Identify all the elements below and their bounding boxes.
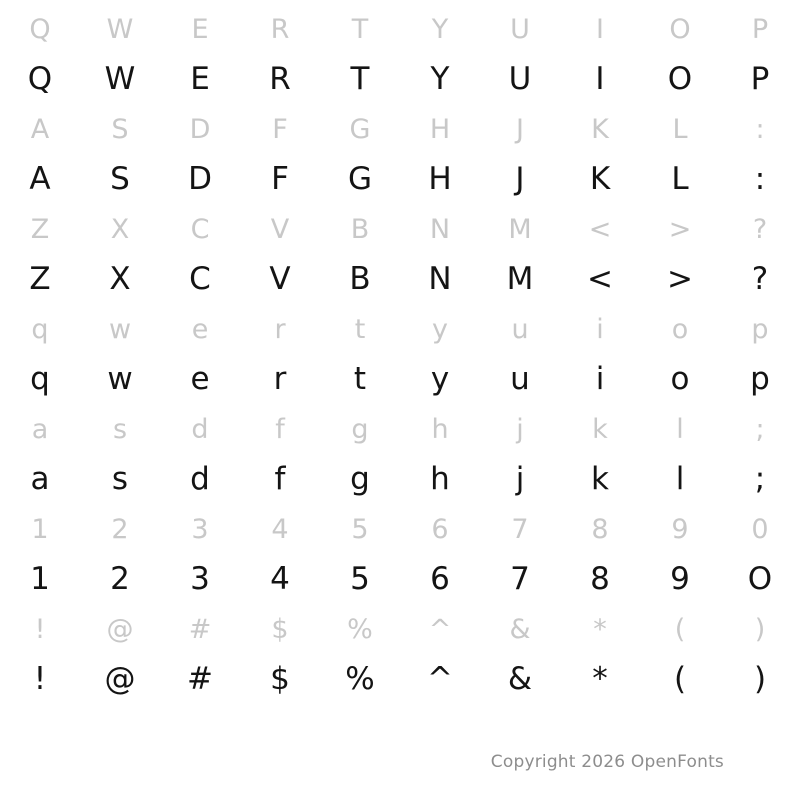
glyph-cell	[160, 154, 240, 204]
glyph-cell	[320, 404, 400, 454]
glyph-cell	[400, 154, 480, 204]
glyph-cell	[160, 204, 240, 254]
glyph: u	[510, 360, 530, 397]
glyph: #	[188, 613, 212, 645]
glyph-cell	[160, 554, 240, 604]
glyph: j	[516, 413, 524, 445]
glyph-cell	[160, 54, 240, 104]
glyph: @	[106, 613, 134, 645]
glyph-cell	[80, 4, 160, 54]
glyph-cell	[80, 154, 160, 204]
glyph: 8	[590, 560, 610, 597]
glyph: B	[350, 213, 370, 245]
glyph: T	[351, 13, 369, 45]
glyph: P	[751, 13, 769, 45]
glyph: q	[30, 360, 50, 397]
glyph-cell	[160, 254, 240, 304]
glyph: K	[589, 160, 611, 197]
glyph: N	[428, 260, 452, 297]
glyph: s	[112, 413, 128, 445]
glyph: B	[349, 260, 371, 297]
glyph: Q	[29, 13, 51, 45]
glyph-cell	[240, 404, 320, 454]
glyph: <	[588, 213, 612, 245]
glyph: t	[353, 360, 367, 397]
glyph: p	[750, 360, 770, 397]
glyph-cell	[720, 154, 800, 204]
glyph-cell	[720, 404, 800, 454]
glyph-cell	[240, 254, 320, 304]
glyph-cell	[560, 504, 640, 554]
glyph-cell	[640, 154, 720, 204]
glyph-cell	[240, 304, 320, 354]
glyph: H	[428, 160, 452, 197]
glyph-cell	[80, 304, 160, 354]
glyph-cell	[0, 354, 80, 404]
glyph-cell	[560, 604, 640, 654]
glyph: >	[668, 213, 692, 245]
glyph: A	[29, 160, 51, 197]
glyph-cell	[400, 104, 480, 154]
glyph-cell	[720, 354, 800, 404]
glyph: 3	[190, 560, 210, 597]
glyph: L	[672, 113, 688, 145]
glyph-cell	[560, 404, 640, 454]
glyph-cell	[560, 454, 640, 504]
glyph: 4	[270, 560, 290, 597]
glyph: g	[350, 460, 370, 497]
glyph-cell	[560, 654, 640, 704]
copyright-footer	[0, 752, 800, 772]
glyph: (	[674, 613, 686, 645]
glyph-cell	[480, 204, 560, 254]
glyph-cell	[80, 554, 160, 604]
glyph-cell	[0, 654, 80, 704]
glyph: :	[754, 160, 766, 197]
glyph-row	[0, 504, 800, 554]
glyph: 9	[671, 513, 689, 545]
glyph-cell	[0, 504, 80, 554]
glyph: C	[189, 260, 211, 297]
glyph: :	[755, 113, 765, 145]
glyph-cell	[80, 504, 160, 554]
glyph-cell	[160, 504, 240, 554]
glyph: D	[188, 160, 212, 197]
glyph: h	[431, 413, 449, 445]
glyph-cell	[640, 4, 720, 54]
glyph: k	[592, 413, 608, 445]
glyph: ^	[428, 613, 452, 645]
glyph-cell	[640, 504, 720, 554]
glyph: %	[347, 613, 373, 645]
glyph: <	[587, 260, 613, 297]
glyph: R	[270, 13, 290, 45]
glyph-row	[0, 404, 800, 454]
glyph-cell	[560, 354, 640, 404]
glyph-cell	[0, 54, 80, 104]
glyph: $	[271, 613, 289, 645]
glyph-row	[0, 254, 800, 304]
glyph-cell	[240, 554, 320, 604]
glyph: y	[430, 360, 450, 397]
glyph-cell	[560, 104, 640, 154]
glyph-cell	[320, 454, 400, 504]
glyph-cell	[400, 504, 480, 554]
glyph-cell	[640, 454, 720, 504]
glyph: X	[110, 213, 130, 245]
glyph: o	[670, 360, 690, 397]
glyph: 0	[751, 513, 769, 545]
glyph: 3	[191, 513, 209, 545]
glyph-cell	[320, 354, 400, 404]
glyph-cell	[240, 354, 320, 404]
glyph: s	[111, 460, 129, 497]
glyph: 4	[271, 513, 289, 545]
glyph-cell	[0, 154, 80, 204]
glyph: y	[432, 313, 448, 345]
glyph: 5	[351, 513, 369, 545]
glyph: 6	[430, 560, 450, 597]
glyph: @	[104, 660, 136, 697]
glyph-cell	[640, 654, 720, 704]
glyph-cell	[720, 4, 800, 54]
glyph-cell	[720, 204, 800, 254]
glyph-cell	[320, 204, 400, 254]
glyph: i	[596, 313, 604, 345]
glyph: V	[269, 260, 291, 297]
glyph-cell	[640, 304, 720, 354]
glyph-cell	[640, 104, 720, 154]
glyph: g	[351, 413, 369, 445]
glyph-cell	[0, 454, 80, 504]
glyph: &	[509, 613, 531, 645]
glyph-cell	[0, 4, 80, 54]
glyph-cell	[240, 504, 320, 554]
glyph-cell	[80, 454, 160, 504]
glyph: O	[747, 560, 773, 597]
glyph-cell	[640, 604, 720, 654]
glyph: 1	[30, 560, 50, 597]
glyph: 6	[431, 513, 449, 545]
glyph-cell	[480, 254, 560, 304]
glyph: 1	[31, 513, 49, 545]
glyph-cell	[720, 604, 800, 654]
glyph: G	[347, 160, 373, 197]
glyph-row	[0, 4, 800, 54]
glyph-cell	[480, 404, 560, 454]
glyph-cell	[720, 254, 800, 304]
glyph: U	[508, 60, 532, 97]
glyph-cell	[480, 154, 560, 204]
glyph-cell	[560, 554, 640, 604]
glyph: !	[34, 613, 46, 645]
glyph: r	[273, 360, 287, 397]
glyph: d	[191, 413, 209, 445]
glyph-cell	[480, 54, 560, 104]
glyph-cell	[160, 654, 240, 704]
glyph-row	[0, 454, 800, 504]
glyph: $	[270, 660, 290, 697]
glyph: J	[516, 113, 524, 145]
glyph: 7	[511, 513, 529, 545]
glyph: k	[591, 460, 609, 497]
glyph: e	[191, 313, 209, 345]
glyph-cell	[640, 254, 720, 304]
glyph-row	[0, 654, 800, 704]
glyph-cell	[0, 104, 80, 154]
glyph-cell	[160, 604, 240, 654]
glyph-row	[0, 604, 800, 654]
glyph-cell	[480, 604, 560, 654]
glyph-cell	[480, 554, 560, 604]
glyph-cell	[80, 654, 160, 704]
glyph: G	[349, 113, 371, 145]
glyph: O	[667, 60, 693, 97]
glyph: P	[750, 60, 770, 97]
glyph: S	[111, 113, 129, 145]
glyph-cell	[640, 554, 720, 604]
glyph: M	[508, 213, 532, 245]
glyph-cell	[720, 554, 800, 604]
glyph-cell	[80, 204, 160, 254]
glyph: ;	[754, 460, 766, 497]
glyph: 9	[670, 560, 690, 597]
glyph-cell	[480, 454, 560, 504]
copyright-text: Copyright 2026 OpenFonts	[490, 752, 724, 772]
glyph-row	[0, 154, 800, 204]
glyph-cell	[320, 54, 400, 104]
glyph: >	[667, 260, 693, 297]
glyph-cell	[240, 54, 320, 104]
glyph-cell	[320, 4, 400, 54]
glyph-cell	[560, 254, 640, 304]
glyph-cell	[320, 104, 400, 154]
glyph: U	[510, 13, 530, 45]
glyph: e	[190, 360, 210, 397]
glyph: ?	[752, 213, 768, 245]
glyph-cell	[640, 54, 720, 104]
glyph: f	[275, 413, 285, 445]
glyph-cell	[320, 504, 400, 554]
glyph: V	[270, 213, 290, 245]
glyph: X	[109, 260, 131, 297]
glyph: D	[189, 113, 211, 145]
glyph-cell	[320, 604, 400, 654]
glyph: a	[31, 413, 49, 445]
glyph-cell	[480, 104, 560, 154]
glyph: Y	[431, 13, 449, 45]
glyph: W	[104, 60, 136, 97]
glyph-cell	[720, 54, 800, 104]
glyph-cell	[720, 654, 800, 704]
glyph-cell	[720, 454, 800, 504]
glyph: 7	[510, 560, 530, 597]
glyph-cell	[640, 204, 720, 254]
glyph: T	[350, 60, 370, 97]
glyph-cell	[320, 254, 400, 304]
glyph: C	[190, 213, 210, 245]
glyph-cell	[320, 304, 400, 354]
glyph: 8	[591, 513, 609, 545]
glyph: q	[31, 313, 49, 345]
glyph: Q	[27, 60, 53, 97]
glyph: %	[345, 660, 375, 697]
glyph: A	[30, 113, 50, 145]
glyph-cell	[560, 4, 640, 54]
glyph-cell	[160, 304, 240, 354]
glyph: a	[30, 460, 50, 497]
glyph-cell	[560, 304, 640, 354]
glyph-row	[0, 204, 800, 254]
glyph: E	[190, 60, 210, 97]
glyph-cell	[240, 4, 320, 54]
glyph: w	[107, 360, 133, 397]
glyph-cell	[400, 404, 480, 454]
glyph-cell	[720, 504, 800, 554]
glyph: F	[272, 113, 288, 145]
glyph: ^	[427, 660, 453, 697]
glyph: o	[671, 313, 689, 345]
glyph-cell	[240, 204, 320, 254]
glyph-cell	[0, 554, 80, 604]
glyph-cell	[0, 254, 80, 304]
glyph-row	[0, 104, 800, 154]
glyph-cell	[560, 54, 640, 104]
glyph: ?	[751, 260, 769, 297]
glyph: u	[511, 313, 529, 345]
glyph-cell	[400, 654, 480, 704]
glyph-cell	[80, 254, 160, 304]
glyph-cell	[400, 454, 480, 504]
glyph: *	[592, 660, 608, 697]
glyph: r	[274, 313, 286, 345]
glyph-cell	[560, 204, 640, 254]
glyph-cell	[640, 354, 720, 404]
glyph-cell	[560, 154, 640, 204]
glyph-cell	[0, 604, 80, 654]
glyph: t	[354, 313, 366, 345]
glyph-row	[0, 354, 800, 404]
glyph-cell	[0, 204, 80, 254]
glyph-cell	[720, 304, 800, 354]
glyph: !	[33, 660, 47, 697]
glyph: *	[593, 613, 607, 645]
glyph-cell	[80, 404, 160, 454]
glyph: (	[673, 660, 687, 697]
glyph: O	[669, 13, 691, 45]
glyph: H	[429, 113, 451, 145]
glyph-row	[0, 554, 800, 604]
glyph-cell	[720, 104, 800, 154]
glyph-row	[0, 54, 800, 104]
glyph: L	[671, 160, 689, 197]
glyph: p	[751, 313, 769, 345]
glyph-cell	[400, 54, 480, 104]
glyph: Y	[430, 60, 450, 97]
glyph: 2	[111, 513, 129, 545]
glyph-cell	[320, 154, 400, 204]
glyph: &	[507, 660, 533, 697]
glyph-cell	[400, 604, 480, 654]
glyph-cell	[0, 304, 80, 354]
glyph: N	[429, 213, 451, 245]
glyph-cell	[240, 454, 320, 504]
glyph-cell	[480, 354, 560, 404]
glyph-cell	[240, 654, 320, 704]
glyph-cell	[160, 404, 240, 454]
glyph: Z	[29, 260, 51, 297]
glyph: 5	[350, 560, 370, 597]
glyph-cell	[400, 204, 480, 254]
glyph: M	[506, 260, 534, 297]
glyph: R	[269, 60, 291, 97]
glyph: Z	[30, 213, 50, 245]
glyph: E	[191, 13, 209, 45]
glyph-cell	[320, 654, 400, 704]
glyph-cell	[400, 4, 480, 54]
glyph: i	[595, 360, 605, 397]
glyph: S	[110, 160, 130, 197]
glyph-cell	[640, 404, 720, 454]
glyph-cell	[80, 104, 160, 154]
glyph-cell	[80, 54, 160, 104]
glyph: )	[754, 613, 766, 645]
glyph-cell	[400, 354, 480, 404]
glyph-cell	[160, 354, 240, 404]
glyph: l	[676, 413, 684, 445]
glyph: d	[190, 460, 210, 497]
glyph-cell	[160, 104, 240, 154]
glyph: J	[515, 160, 525, 197]
glyph-cell	[400, 554, 480, 604]
glyph-cell	[320, 554, 400, 604]
glyph-cell	[0, 404, 80, 454]
glyph: j	[515, 460, 525, 497]
glyph-cell	[80, 604, 160, 654]
glyph-cell	[480, 304, 560, 354]
glyph: ;	[755, 413, 765, 445]
glyph-cell	[240, 104, 320, 154]
glyph: l	[675, 460, 685, 497]
glyph-cell	[240, 154, 320, 204]
glyph: K	[591, 113, 609, 145]
glyph-cell	[480, 4, 560, 54]
glyph: w	[108, 313, 132, 345]
glyph-cell	[240, 604, 320, 654]
glyph: #	[187, 660, 213, 697]
glyph-cell	[160, 454, 240, 504]
glyph-cell	[480, 654, 560, 704]
glyph: W	[106, 13, 134, 45]
glyph-cell	[480, 504, 560, 554]
glyph-row	[0, 304, 800, 354]
glyph-cell	[400, 304, 480, 354]
glyph-cell	[80, 354, 160, 404]
glyph: h	[430, 460, 450, 497]
glyph: )	[753, 660, 767, 697]
glyph-cell	[160, 4, 240, 54]
glyph: 2	[110, 560, 130, 597]
glyph: F	[271, 160, 289, 197]
glyph: I	[596, 13, 604, 45]
glyph: I	[595, 60, 605, 97]
glyph: f	[274, 460, 286, 497]
glyph-cell	[400, 254, 480, 304]
